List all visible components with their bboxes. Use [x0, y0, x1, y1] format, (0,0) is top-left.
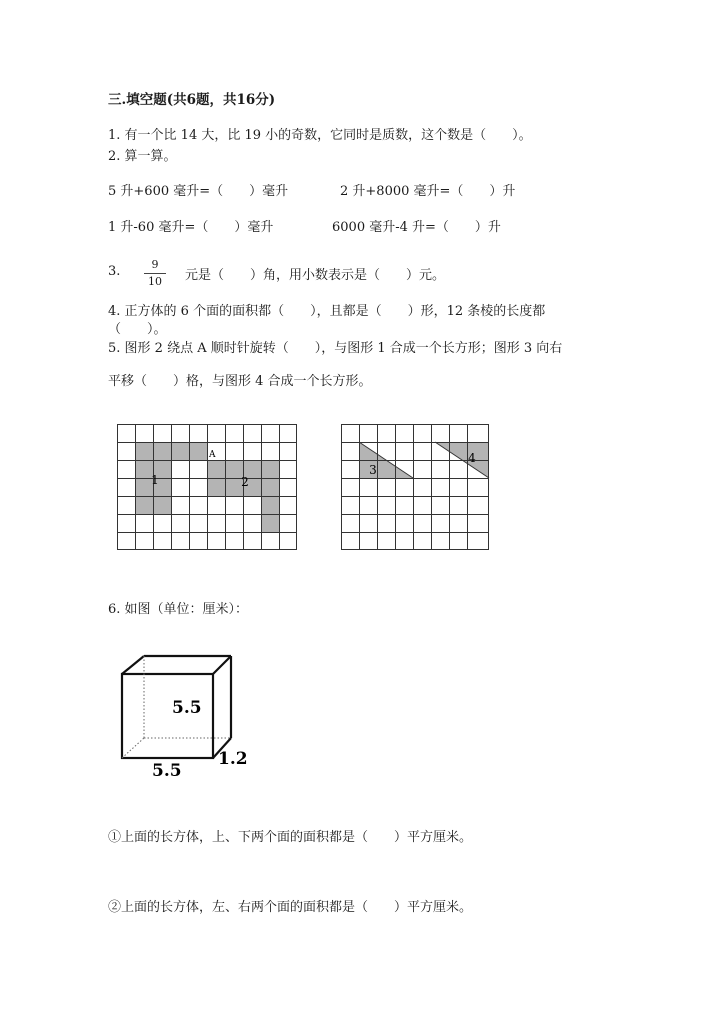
- question-2-b: 2 升+8000 毫升=（ ）升: [340, 184, 516, 199]
- question-6-title: 6. 如图（单位：厘米）：: [108, 602, 249, 617]
- shape-4-label: 4: [468, 451, 476, 465]
- point-a-label: A: [209, 450, 216, 460]
- shape-1-label: 1: [151, 473, 159, 487]
- question-6-sub2: ②上面的长方体，左、右两个面的面积都是（ ）平方厘米。: [108, 900, 473, 915]
- question-2-title: 2. 算一算。: [108, 149, 177, 164]
- question-5-line2: 平移（ ）格，与图形 4 合成一个长方形。: [108, 374, 372, 389]
- question-2-d: 6000 毫升-4 升=（ ）升: [332, 220, 501, 235]
- cuboid-height-label: 5.5: [172, 698, 202, 718]
- grid-figure-right: [341, 424, 493, 554]
- question-2-c: 1 升-60 毫升=（ ）毫升: [108, 220, 274, 235]
- question-6-sub1: ①上面的长方体，上、下两个面的面积都是（ ）平方厘米。: [108, 830, 473, 845]
- question-1: 1. 有一个比 14 大，比 19 小的奇数，它同时是质数，这个数是（ ）。: [108, 128, 532, 143]
- shape-3-label: 3: [369, 463, 377, 477]
- grid-figure-left: [117, 424, 301, 554]
- question-3-text: 元是（ ）角，用小数表示是（ ）元。: [185, 268, 446, 283]
- question-4-line1: 4. 正方体的 6 个面的面积都（ ），且都是（ ）形，12 条棱的长度都: [108, 304, 546, 319]
- fraction-numerator: 9: [151, 258, 159, 271]
- question-2-a: 5 升+600 毫升=（ ）毫升: [108, 184, 289, 199]
- question-4-line2: （ ）。: [108, 322, 167, 337]
- cuboid-depth-label: 1.2: [218, 749, 248, 769]
- section-title: 三.填空题(共6题，共16分): [108, 92, 276, 108]
- cuboid-figure: [118, 650, 258, 780]
- question-3-label: 3.: [108, 264, 121, 279]
- fraction-denominator: 10: [148, 275, 162, 288]
- shape-2-label: 2: [241, 475, 249, 489]
- fraction-bar: [144, 273, 166, 274]
- cuboid-width-label: 5.5: [152, 761, 182, 780]
- question-5-line1: 5. 图形 2 绕点 A 顺时针旋转（ ），与图形 1 合成一个长方形；图形 3 向右: [108, 341, 563, 356]
- question-3-fraction: [144, 258, 166, 289]
